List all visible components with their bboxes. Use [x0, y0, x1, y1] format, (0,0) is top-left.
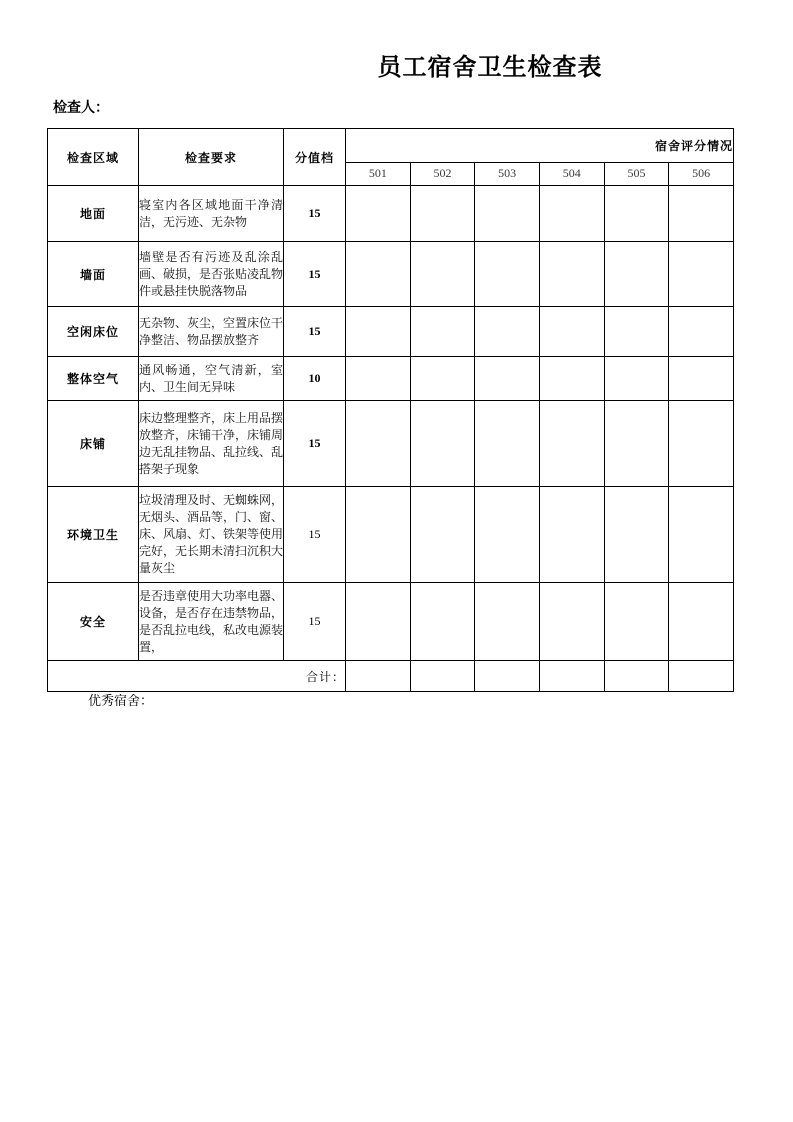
inspection-table — [47, 128, 734, 692]
cell-room-score-504[interactable] — [539, 242, 604, 307]
cell-score-value: 15 — [284, 307, 346, 357]
cell-room-score-504[interactable] — [539, 186, 604, 242]
column-header-requirement: 检查要求 — [139, 129, 284, 186]
cell-room-score-501[interactable] — [346, 186, 411, 242]
cell-room-score-504[interactable] — [539, 401, 604, 487]
cell-requirement: 墙壁是否有污迹及乱涂乱画、破损，是否张贴凌乱物件或悬挂快脱落物品 — [139, 242, 284, 307]
cell-room-score-505[interactable] — [604, 357, 669, 401]
cell-room-score-504[interactable] — [539, 487, 604, 583]
cell-room-score-501[interactable] — [346, 401, 411, 487]
cell-room-score-505[interactable] — [604, 307, 669, 357]
cell-room-score-502[interactable] — [410, 307, 475, 357]
cell-room-score-504[interactable] — [539, 357, 604, 401]
cell-room-score-506[interactable] — [669, 242, 734, 307]
cell-room-score-502[interactable] — [410, 242, 475, 307]
room-header-502: 502 — [410, 162, 475, 185]
column-header-area: 检查区域 — [48, 129, 139, 186]
column-header-score: 分值档 — [284, 129, 346, 186]
cell-requirement: 无杂物、灰尘，空置床位干净整洁、物品摆放整齐 — [139, 307, 284, 357]
cell-room-score-505[interactable] — [604, 401, 669, 487]
cell-score-value: 15 — [284, 487, 346, 583]
cell-requirement: 垃圾清理及时、无蜘蛛网，无烟头、酒品等，门、窗、床、风扇、灯、铁架等使用完好，无长期未清扫沉积大量灰尘 — [139, 487, 284, 583]
room-header-503: 503 — [475, 162, 540, 185]
cell-room-score-504[interactable] — [539, 307, 604, 357]
cell-room-score-506[interactable] — [669, 186, 734, 242]
cell-room-score-503[interactable] — [475, 583, 540, 661]
cell-area: 墙面 — [48, 242, 139, 307]
cell-total-502[interactable] — [410, 661, 475, 692]
table-row — [48, 583, 734, 661]
cell-requirement: 床边整理整齐，床上用品摆放整齐，床铺干净，床铺周边无乱挂物品、乱拉线、乱搭架子现象 — [139, 401, 284, 487]
cell-total-504[interactable] — [539, 661, 604, 692]
inspector-label: 检查人： — [53, 100, 109, 116]
cell-area: 地面 — [48, 186, 139, 242]
cell-requirement: 是否违章使用大功率电器、设备，是否存在违禁物品，是否乱拉电线，私改电源装置， — [139, 583, 284, 661]
cell-room-score-506[interactable] — [669, 401, 734, 487]
table-header-row-primary — [48, 129, 734, 163]
cell-room-score-503[interactable] — [475, 186, 540, 242]
inspection-table-container — [47, 128, 733, 692]
table-row — [48, 242, 734, 307]
cell-room-score-503[interactable] — [475, 401, 540, 487]
table-row — [48, 357, 734, 401]
cell-room-score-506[interactable] — [669, 583, 734, 661]
cell-room-score-501[interactable] — [346, 583, 411, 661]
excellent-dorm-label: 优秀宿舍： — [88, 694, 154, 709]
cell-room-score-501[interactable] — [346, 307, 411, 357]
cell-room-score-501[interactable] — [346, 242, 411, 307]
cell-room-score-505[interactable] — [604, 487, 669, 583]
cell-room-score-505[interactable] — [604, 583, 669, 661]
room-header-506: 506 — [669, 162, 734, 185]
cell-room-score-506[interactable] — [669, 487, 734, 583]
table-row — [48, 487, 734, 583]
cell-score-value: 15 — [284, 186, 346, 242]
cell-total-503[interactable] — [475, 661, 540, 692]
cell-room-score-502[interactable] — [410, 357, 475, 401]
page-title: 员工宿舍卫生检查表 — [377, 52, 603, 81]
table-total-row — [48, 661, 734, 692]
cell-requirement: 通风畅通，空气清新，室内、卫生间无异味 — [139, 357, 284, 401]
room-header-501: 501 — [346, 162, 411, 185]
cell-room-score-503[interactable] — [475, 242, 540, 307]
cell-score-value: 10 — [284, 357, 346, 401]
cell-room-score-501[interactable] — [346, 357, 411, 401]
column-header-room-group: 宿舍评分情况 — [346, 129, 734, 163]
cell-area: 安全 — [48, 583, 139, 661]
cell-room-score-503[interactable] — [475, 487, 540, 583]
cell-requirement: 寝室内各区域地面干净清洁，无污迹、无杂物 — [139, 186, 284, 242]
table-row — [48, 401, 734, 487]
cell-room-score-502[interactable] — [410, 186, 475, 242]
cell-area: 空闲床位 — [48, 307, 139, 357]
total-label: 合计： — [48, 661, 346, 692]
cell-room-score-506[interactable] — [669, 307, 734, 357]
cell-room-score-505[interactable] — [604, 242, 669, 307]
cell-total-506[interactable] — [669, 661, 734, 692]
cell-room-score-502[interactable] — [410, 583, 475, 661]
cell-total-501[interactable] — [346, 661, 411, 692]
cell-room-score-502[interactable] — [410, 487, 475, 583]
table-row — [48, 307, 734, 357]
room-header-505: 505 — [604, 162, 669, 185]
cell-room-score-504[interactable] — [539, 583, 604, 661]
table-row — [48, 186, 734, 242]
cell-score-value: 15 — [284, 583, 346, 661]
cell-area: 床铺 — [48, 401, 139, 487]
cell-room-score-503[interactable] — [475, 307, 540, 357]
cell-score-value: 15 — [284, 242, 346, 307]
cell-room-score-503[interactable] — [475, 357, 540, 401]
cell-room-score-502[interactable] — [410, 401, 475, 487]
cell-area: 环境卫生 — [48, 487, 139, 583]
cell-room-score-505[interactable] — [604, 186, 669, 242]
cell-score-value: 15 — [284, 401, 346, 487]
cell-area: 整体空气 — [48, 357, 139, 401]
room-header-504: 504 — [539, 162, 604, 185]
cell-room-score-501[interactable] — [346, 487, 411, 583]
cell-total-505[interactable] — [604, 661, 669, 692]
cell-room-score-506[interactable] — [669, 357, 734, 401]
